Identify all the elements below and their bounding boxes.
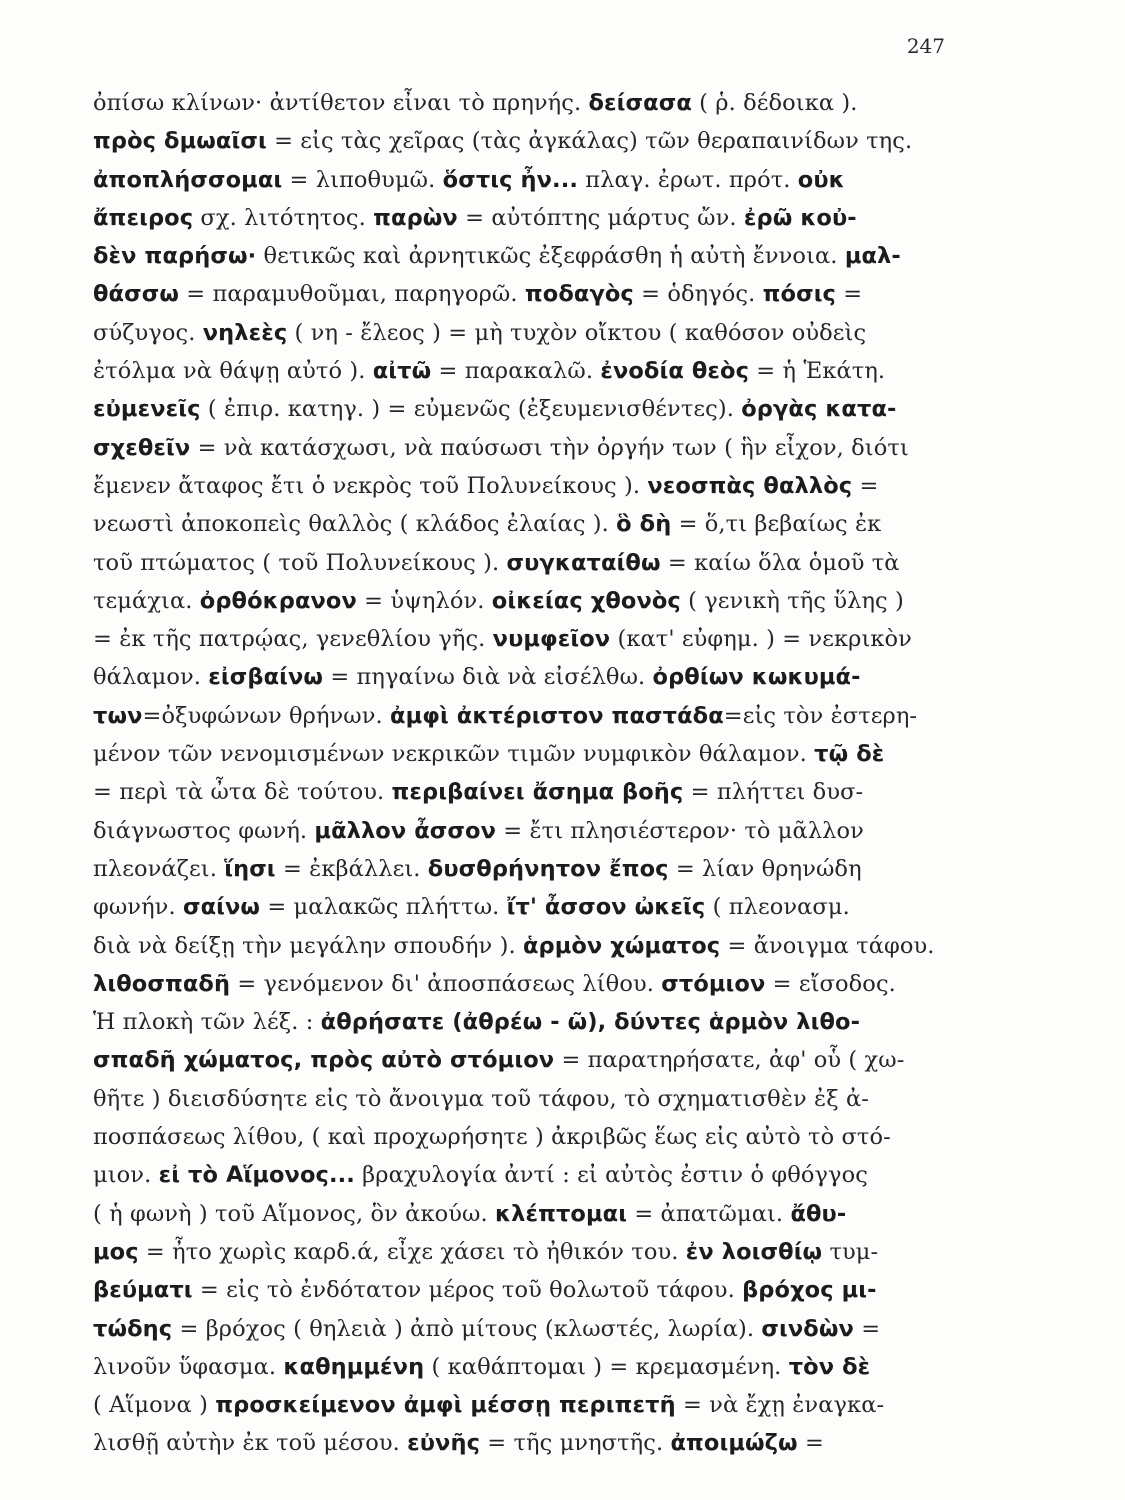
gloss-text: ( καθάπτομαι ) = κρεμασμένη.: [424, 1353, 789, 1380]
text-line: [93, 199, 953, 237]
gloss-text: πλεονάζει.: [93, 855, 225, 882]
gloss-text: = εἰς τὰς χεῖρας (τὰς ἀγκάλας) τῶν θεραπαινίδων της.: [266, 128, 913, 155]
gloss-text: λισθῇ αὐτὴν ἐκ τοῦ μέσου.: [93, 1430, 408, 1457]
lemma-term: εἰσβαίνω: [208, 664, 324, 691]
lemma-term: ἀμφὶ ἀκτέριστον παστάδα: [390, 702, 724, 729]
gloss-text: = ἔτι πλησιέστερον· τὸ μᾶλλον: [496, 817, 864, 844]
gloss-text: = ἄνοιγμα τάφου.: [720, 932, 935, 959]
gloss-text: = ὑψηλόν.: [356, 587, 492, 614]
lemma-term: ἐνοδία θεὸς: [600, 358, 750, 385]
text-line: [93, 658, 953, 696]
gloss-text: ( ἐπιρ. κατηγ. ) = εὐμενῶς (ἐξευμενισθέντες).: [200, 396, 742, 423]
gloss-text: μένον τῶν νενομισμένων νεκρικῶν τιμῶν νυμφικὸν θάλαμον.: [93, 741, 815, 768]
lemma-term: ἁρμὸν χώματος: [522, 932, 721, 959]
lemma-term: ἐν λοισθίῳ: [685, 1238, 823, 1265]
lemma-term: δὲν παρήσω·: [93, 243, 257, 270]
text-line: [93, 1424, 953, 1462]
lemma-term: περιβαίνει ἄσημα βοῆς: [391, 779, 684, 806]
lemma-term: ὅστις ἦν...: [442, 166, 579, 193]
lemma-term: τῷ δὲ: [814, 741, 885, 768]
lemma-term: θάσσω: [93, 281, 180, 308]
gloss-text: τοῦ πτώματος ( τοῦ Πολυνείκους ).: [93, 549, 507, 576]
gloss-text: ( Αἵμονα ): [93, 1392, 216, 1419]
lemma-term: μαλ-: [844, 243, 901, 270]
text-line: [93, 1003, 953, 1041]
lemma-term: νηλεὲς: [202, 319, 288, 346]
lemma-term: σαίνω: [182, 894, 261, 921]
lemma-term: τὸν δὲ: [788, 1353, 871, 1380]
text-line: [93, 697, 953, 735]
lemma-term: βεύματι: [93, 1277, 193, 1304]
lemma-term: εὐμενεῖς: [93, 396, 201, 423]
lemma-term: δείσασα: [588, 90, 692, 116]
gloss-text: = πλήττει δυσ-: [683, 779, 864, 806]
text-line: [93, 84, 953, 122]
lemma-term: οἰκείας χθονὸς: [491, 587, 681, 614]
gloss-text: = νὰ ἔχῃ ἐναγκα-: [675, 1392, 885, 1419]
commentary-text: [93, 84, 953, 1463]
lemma-term: ὀρθίων κωκυμά-: [652, 664, 861, 691]
lemma-term: στόμιον: [661, 970, 766, 997]
gloss-text: μιον.: [93, 1162, 159, 1189]
gloss-text: = μαλακῶς πλήττω.: [260, 894, 507, 921]
gloss-text: τυμ-: [822, 1238, 879, 1265]
lemma-term: ἀποπλήσσομαι: [93, 166, 283, 193]
gloss-text: = ἡ Ἑκάτη.: [749, 358, 886, 385]
gloss-text: ποσπάσεως λίθου, ( καὶ προχωρήσητε ) ἀκριβῶς ἕως εἰς αὐτὸ τὸ στό-: [93, 1124, 891, 1151]
gloss-text: ὀπίσω κλίνων· ἀντίθετον εἶναι τὸ πρηνής.: [93, 90, 589, 116]
gloss-text: σχ. λιτότητος.: [193, 204, 374, 231]
gloss-text: Ἡ πλοκὴ τῶν λέξ. :: [93, 1009, 321, 1036]
gloss-text: = εἴσοδος.: [765, 970, 896, 997]
lemma-term: λιθοσπαδῆ: [93, 970, 231, 997]
lemma-term: σχεθεῖν: [93, 434, 191, 461]
lemma-term: μᾶλλον ἆσσον: [314, 817, 497, 844]
lemma-term: πρὸς δμωαῖσι: [93, 128, 267, 155]
gloss-text: ( πλεονασμ.: [705, 894, 850, 921]
text-line: [93, 122, 953, 160]
lemma-term: συγκαταίθω: [506, 549, 661, 576]
text-line: [93, 161, 953, 199]
gloss-text: = καίω ὅλα ὁμοῦ τὰ: [660, 549, 900, 576]
lemma-term: ἵησι: [224, 855, 276, 882]
text-line: [93, 1080, 953, 1118]
lemma-term: ὀργὰς κατα-: [741, 396, 897, 423]
lemma-term: εἰ τὸ Αἵμονος...: [158, 1162, 355, 1189]
text-line: [93, 390, 953, 428]
text-line: [93, 927, 953, 965]
lemma-term: προσκείμενον ἀμφὶ μέσσῃ περιπετῆ: [215, 1392, 676, 1419]
text-line: [93, 965, 953, 1003]
lemma-term: σινδὼν: [761, 1315, 854, 1342]
text-line: [93, 850, 953, 888]
gloss-text: ( γενικὴ τῆς ὕλης ): [680, 587, 904, 614]
gloss-text: = παραμυθοῦμαι, παρηγορῶ.: [179, 281, 525, 308]
gloss-text: θάλαμον.: [93, 664, 209, 691]
lemma-term: αἰτῶ: [372, 358, 432, 385]
lemma-term: ἀθρήσατε (ἀθρέω - ῶ), δύντες ἁρμὸν λιθο-: [320, 1009, 861, 1036]
text-line: [93, 275, 953, 313]
lemma-term: εὐνῆς: [407, 1430, 481, 1457]
gloss-text: =ὀξυφώνων θρήνων.: [142, 702, 391, 729]
lemma-term: παρὼν: [373, 204, 458, 231]
gloss-text: = ἦτο χωρὶς καρδ.ά, εἶχε χάσει τὸ ἠθικόν του.: [138, 1238, 686, 1265]
gloss-text: = πηγαίνω διὰ νὰ εἰσέλθω.: [323, 664, 653, 691]
lemma-term: ἀποιμώζω: [670, 1430, 798, 1457]
lemma-term: των: [93, 702, 143, 729]
gloss-text: = αὐτόπτης μάρτυς ὤν.: [457, 204, 744, 231]
lemma-term: ἐρῶ κοὐ-: [743, 204, 857, 231]
gloss-text: πλαγ. ἐρωτ. πρότ.: [578, 166, 798, 193]
gloss-text: διὰ νὰ δείξῃ τὴν μεγάλην σπουδήν ).: [93, 932, 523, 959]
text-line: [93, 1348, 953, 1386]
lemma-term: ὀρθόκρανον: [199, 587, 357, 614]
text-line: [93, 1156, 953, 1194]
gloss-text: =: [852, 472, 879, 499]
lemma-term: οὐκ: [797, 166, 845, 193]
text-line: [93, 352, 953, 390]
text-line: [93, 429, 953, 467]
lemma-term: νυμφεῖον: [492, 626, 611, 653]
gloss-text: θετικῶς καὶ ἀρνητικῶς ἐξεφράσθη ἡ αὐτὴ ἔννοια.: [256, 243, 845, 270]
text-line: [93, 812, 953, 850]
text-line: [93, 467, 953, 505]
gloss-text: σύζυγος.: [93, 319, 203, 346]
gloss-text: ἐτόλμα νὰ θάψῃ αὐτό ).: [93, 358, 373, 385]
text-line: [93, 1118, 953, 1156]
text-line: [93, 314, 953, 352]
text-line: [93, 1386, 953, 1424]
gloss-text: λινοῦν ὕφασμα.: [93, 1353, 284, 1380]
gloss-text: ( ῥ. δέδοικα ).: [691, 90, 858, 116]
gloss-text: = παρατηρήσατε, ἀφ' οὗ ( χω-: [554, 1047, 905, 1074]
lemma-term: ποδαγὸς: [524, 281, 634, 308]
gloss-text: = ἀπατῶμαι.: [627, 1200, 791, 1227]
lemma-term: βρόχος μι-: [742, 1277, 877, 1304]
text-line: [93, 1195, 953, 1233]
gloss-text: τεμάχια.: [93, 587, 200, 614]
lemma-term: δυσθρήνητον ἔπος: [427, 855, 669, 882]
lemma-term: κλέπτομαι: [495, 1200, 628, 1227]
gloss-text: = νὰ κατάσχωσι, νὰ παύσωσι τὴν ὀργήν των ( ἣν εἶχον, διότι: [190, 434, 909, 461]
text-line: [93, 888, 953, 926]
gloss-text: = βρόχος ( θηλειὰ ) ἀπὸ μίτους (κλωστές, λωρία).: [172, 1315, 762, 1342]
lemma-term: ἄθυ-: [790, 1200, 847, 1227]
lemma-term: τώδης: [93, 1315, 173, 1342]
gloss-text: θῆτε ) διεισδύσητε εἰς τὸ ἄνοιγμα τοῦ τάφου, τὸ σχηματισθὲν ἐξ ἀ-: [93, 1085, 869, 1112]
text-line: [93, 505, 953, 543]
page-number: 247: [906, 34, 945, 58]
lemma-term: ὃ δὴ: [616, 511, 672, 538]
gloss-text: = περὶ τὰ ὦτα δὲ τούτου.: [93, 779, 392, 806]
gloss-text: =: [797, 1430, 824, 1457]
gloss-text: = ὁδηγός.: [633, 281, 763, 308]
gloss-text: = λιποθυμῶ.: [282, 166, 443, 193]
gloss-text: (κατ' εὐφημ. ) = νεκρικὸν: [610, 626, 912, 653]
gloss-text: ( ἡ φωνὴ ) τοῦ Αἵμονος, ὃν ἀκούω.: [93, 1200, 496, 1227]
lemma-term: μος: [93, 1238, 139, 1265]
gloss-text: = γενόμενον δι' ἀποσπάσεως λίθου.: [230, 970, 662, 997]
text-line: [93, 544, 953, 582]
text-line: [93, 1271, 953, 1309]
gloss-text: =εἰς τὸν ἐστερη-: [723, 702, 918, 729]
text-line: [93, 735, 953, 773]
gloss-text: βραχυλογία ἀντί : εἰ αὐτὸς ἐστιν ὁ φθόγγος: [354, 1162, 868, 1189]
lemma-term: ἄπειρος: [93, 204, 194, 231]
text-line: [93, 1233, 953, 1271]
lemma-term: ἴτ' ἆσσον ὠκεῖς: [506, 894, 706, 921]
gloss-text: = ἐκβάλλει.: [275, 855, 428, 882]
gloss-text: = τῆς μνηστῆς.: [480, 1430, 671, 1457]
gloss-text: = ὅ,τι βεβαίως ἐκ: [671, 511, 882, 538]
gloss-text: ἔμενεν ἄταφος ἔτι ὁ νεκρὸς τοῦ Πολυνείκους ).: [93, 472, 648, 499]
lemma-term: πόσις: [762, 281, 836, 308]
gloss-text: =: [836, 281, 863, 308]
lemma-term: σπαδῆ χώματος, πρὸς αὐτὸ στόμιον: [93, 1047, 555, 1074]
text-line: [93, 1310, 953, 1348]
gloss-text: =: [853, 1315, 881, 1342]
lemma-term: καθημμένη: [283, 1353, 425, 1380]
text-line: [93, 237, 953, 275]
text-line: [93, 773, 953, 811]
gloss-text: νεωστὶ ἀποκοπεὶς θαλλὸς ( κλάδος ἐλαίας ).: [93, 511, 617, 538]
gloss-text: = ἐκ τῆς πατρῴας, γενεθλίου γῆς.: [93, 626, 493, 653]
gloss-text: = εἰς τὸ ἐνδότατον μέρος τοῦ θολωτοῦ τάφου.: [192, 1277, 743, 1304]
gloss-text: = παρακαλῶ.: [431, 358, 601, 385]
text-line: [93, 620, 953, 658]
gloss-text: = λίαν θρηνώδη: [668, 855, 862, 882]
text-line: [93, 1041, 953, 1079]
text-line: [93, 582, 953, 620]
gloss-text: διάγνωστος φωνή.: [93, 817, 315, 844]
gloss-text: ( νη - ἔλεος ) = μὴ τυχὸν οἴκτου ( καθόσον οὐδεὶς: [287, 319, 867, 346]
gloss-text: φωνήν.: [93, 894, 183, 921]
lemma-term: νεοσπὰς θαλλὸς: [647, 472, 853, 499]
